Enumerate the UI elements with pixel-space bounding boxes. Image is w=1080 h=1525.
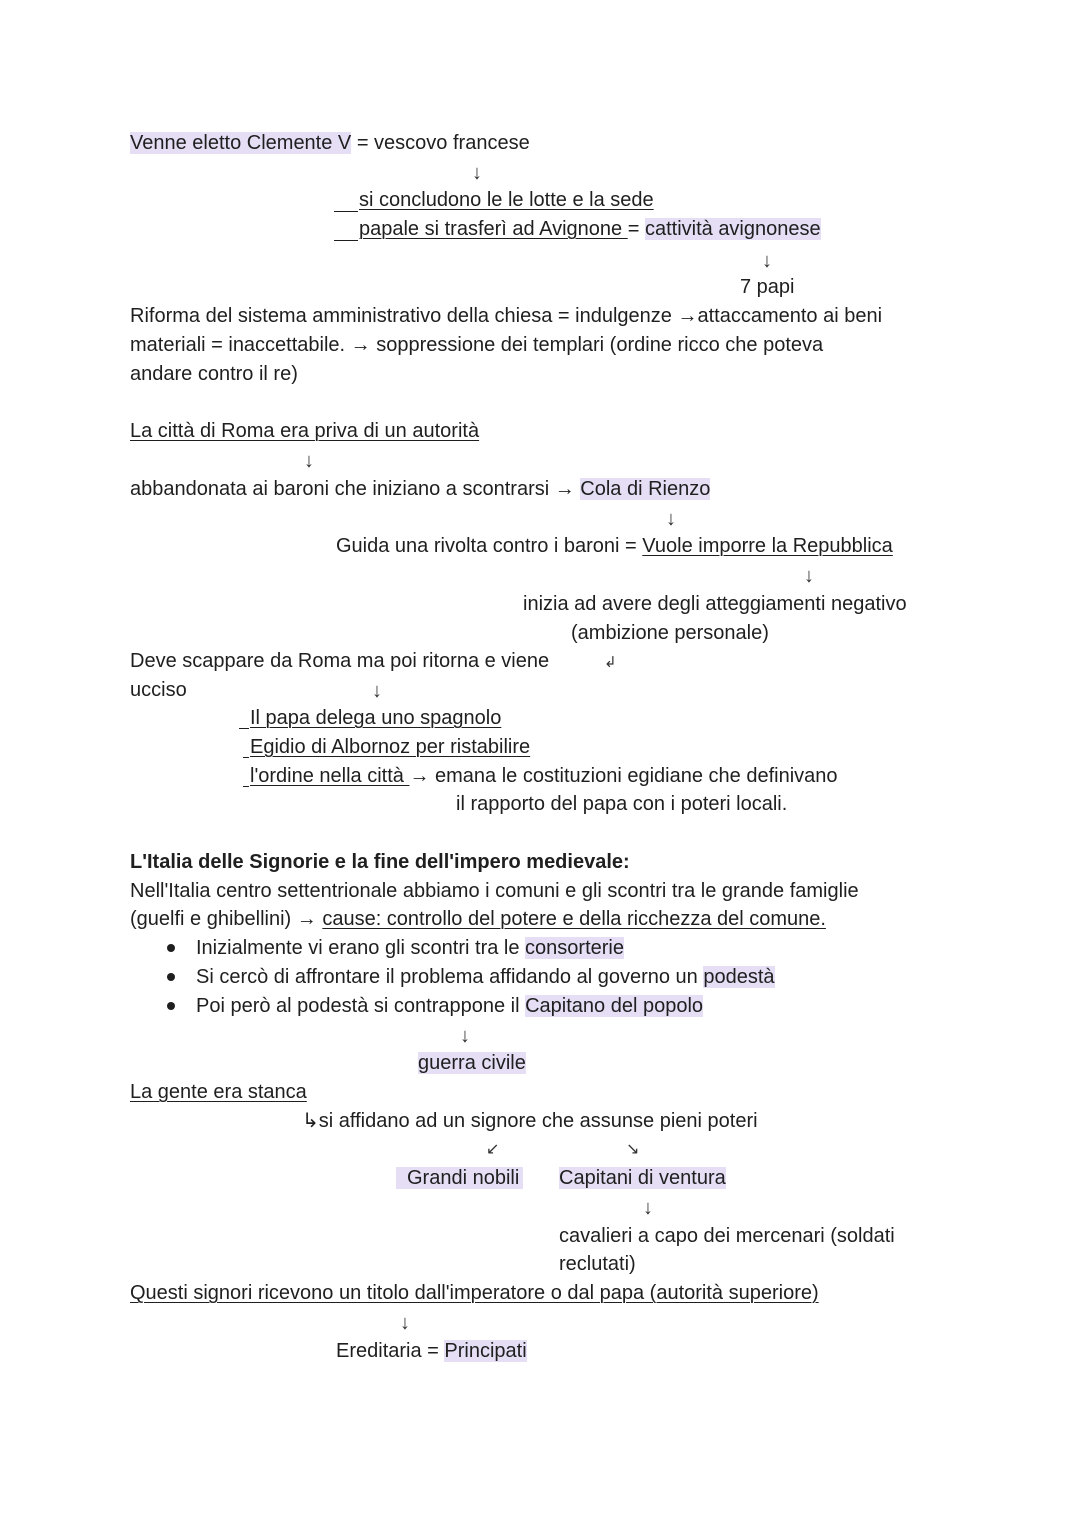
- underline-lead: [239, 728, 249, 729]
- arrow-down-icon: ↓: [666, 508, 676, 530]
- list-item-podesta: Si cercò di affrontare il problema affidando al governo un podestà: [196, 966, 775, 988]
- list-item-capitano: Poi però al podestà si contrappone il Capitano del popolo: [196, 995, 704, 1017]
- line-rapporto: il rapporto del papa con i poteri locali.: [456, 793, 788, 815]
- line-gente-stanca: La gente era stanca: [130, 1081, 307, 1103]
- line-clemente: Venne eletto Clemente V = vescovo francese: [130, 132, 530, 154]
- line-lotte: si concludono le le lotte e la sede: [359, 189, 654, 211]
- paragraph-comuni-2: (guelfi e ghibellini) → cause: controllo del potere e della ricchezza del comune.: [130, 908, 826, 930]
- line-cavalieri-2: reclutati): [559, 1253, 636, 1275]
- underline-lead: [243, 786, 249, 787]
- line-baroni: abbandonata ai baroni che iniziano a scontrarsi → Cola di Rienzo: [130, 478, 711, 500]
- bullet-icon: [167, 973, 175, 981]
- list-item-consorterie: Inizialmente vi erano gli scontri tra le consorterie: [196, 937, 624, 959]
- highlight-podesta: podestà: [703, 966, 775, 988]
- line-albornoz: Egidio di Albornoz per ristabilire: [250, 736, 531, 758]
- arrow-down-left-icon: ↙: [486, 1141, 500, 1158]
- return-arrow-icon: ↲: [604, 654, 617, 671]
- highlight-principati: Principati: [444, 1340, 527, 1362]
- line-titolo: Questi signori ricevono un titolo dall'imperatore o dal papa (autorità superiore): [130, 1282, 819, 1304]
- underline-lead: [243, 757, 249, 758]
- arrow-down-icon: ↓: [643, 1197, 653, 1219]
- line-scappare: Deve scappare da Roma ma poi ritorna e viene: [130, 650, 550, 672]
- title-roma: La città di Roma era priva di un autorità: [130, 420, 480, 442]
- line-avignone: papale si trasferì ad Avignone = cattività avignonese: [359, 218, 821, 240]
- highlight-cattivita: cattività avignonese: [644, 218, 821, 240]
- line-capitani-ventura: [559, 1164, 726, 1192]
- line-atteggiamenti: inizia ad avere degli atteggiamenti negativo: [523, 593, 907, 615]
- line-grandi-nobili: [396, 1164, 523, 1192]
- arrow-down-icon: ↓: [804, 565, 814, 587]
- highlight-consorterie: consorterie: [525, 937, 624, 959]
- line-ambizione: (ambizione personale): [571, 622, 769, 644]
- arrow-down-right-icon: ↘: [626, 1141, 640, 1158]
- arrow-down-icon: ↓: [372, 680, 382, 702]
- line-ordine: l'ordine nella città → emana le costituzioni egidiane che definivano: [250, 765, 838, 787]
- line-ucciso: ucciso: [130, 679, 187, 701]
- highlight-guerra: guerra civile: [418, 1052, 526, 1074]
- highlight-cola: Cola di Rienzo: [580, 478, 711, 500]
- line-rivolta: Guida una rivolta contro i baroni = Vuole imporre la Repubblica: [336, 535, 893, 557]
- line-guerra-civile: [418, 1049, 526, 1077]
- arrow-down-icon: ↓: [762, 250, 772, 272]
- underline-lead: [334, 211, 358, 212]
- line-7-papi: 7 papi: [740, 276, 795, 298]
- highlight-capitano: Capitano del popolo: [525, 995, 704, 1017]
- highlight-nobili: Grandi nobili: [396, 1167, 523, 1189]
- line-cavalieri-1: cavalieri a capo dei mercenari (soldati: [559, 1225, 895, 1247]
- bullet-icon: [167, 944, 175, 952]
- highlight-capitani: Capitani di ventura: [559, 1167, 726, 1189]
- arrow-down-icon: ↓: [400, 1312, 410, 1334]
- line-papa-delega: Il papa delega uno spagnolo: [250, 707, 502, 729]
- heading-signorie: L'Italia delle Signorie e la fine dell'impero medievale:: [130, 851, 630, 873]
- paragraph-riforma-2: materiali = inaccettabile. → soppressione dei templari (ordine ricco che poteva: [130, 334, 824, 356]
- arrow-down-icon: ↓: [304, 450, 314, 472]
- arrow-down-icon: ↓: [460, 1025, 470, 1047]
- paragraph-comuni-1: Nell'Italia centro settentrionale abbiamo i comuni e gli scontri tra le grande famiglie: [130, 880, 859, 902]
- line-ereditaria: Ereditaria = Principati: [336, 1340, 527, 1362]
- bullet-icon: [167, 1002, 175, 1010]
- arrow-down-icon: ↓: [472, 162, 482, 184]
- highlight-clemente: Venne eletto Clemente V: [130, 132, 352, 154]
- line-signore: ↳si affidano ad un signore che assunse pieni poteri: [302, 1110, 758, 1132]
- paragraph-riforma-1: Riforma del sistema amministrativo della chiesa = indulgenze →attaccamento ai beni: [130, 305, 883, 327]
- underline-lead: [334, 240, 358, 241]
- paragraph-riforma-3: andare contro il re): [130, 363, 298, 385]
